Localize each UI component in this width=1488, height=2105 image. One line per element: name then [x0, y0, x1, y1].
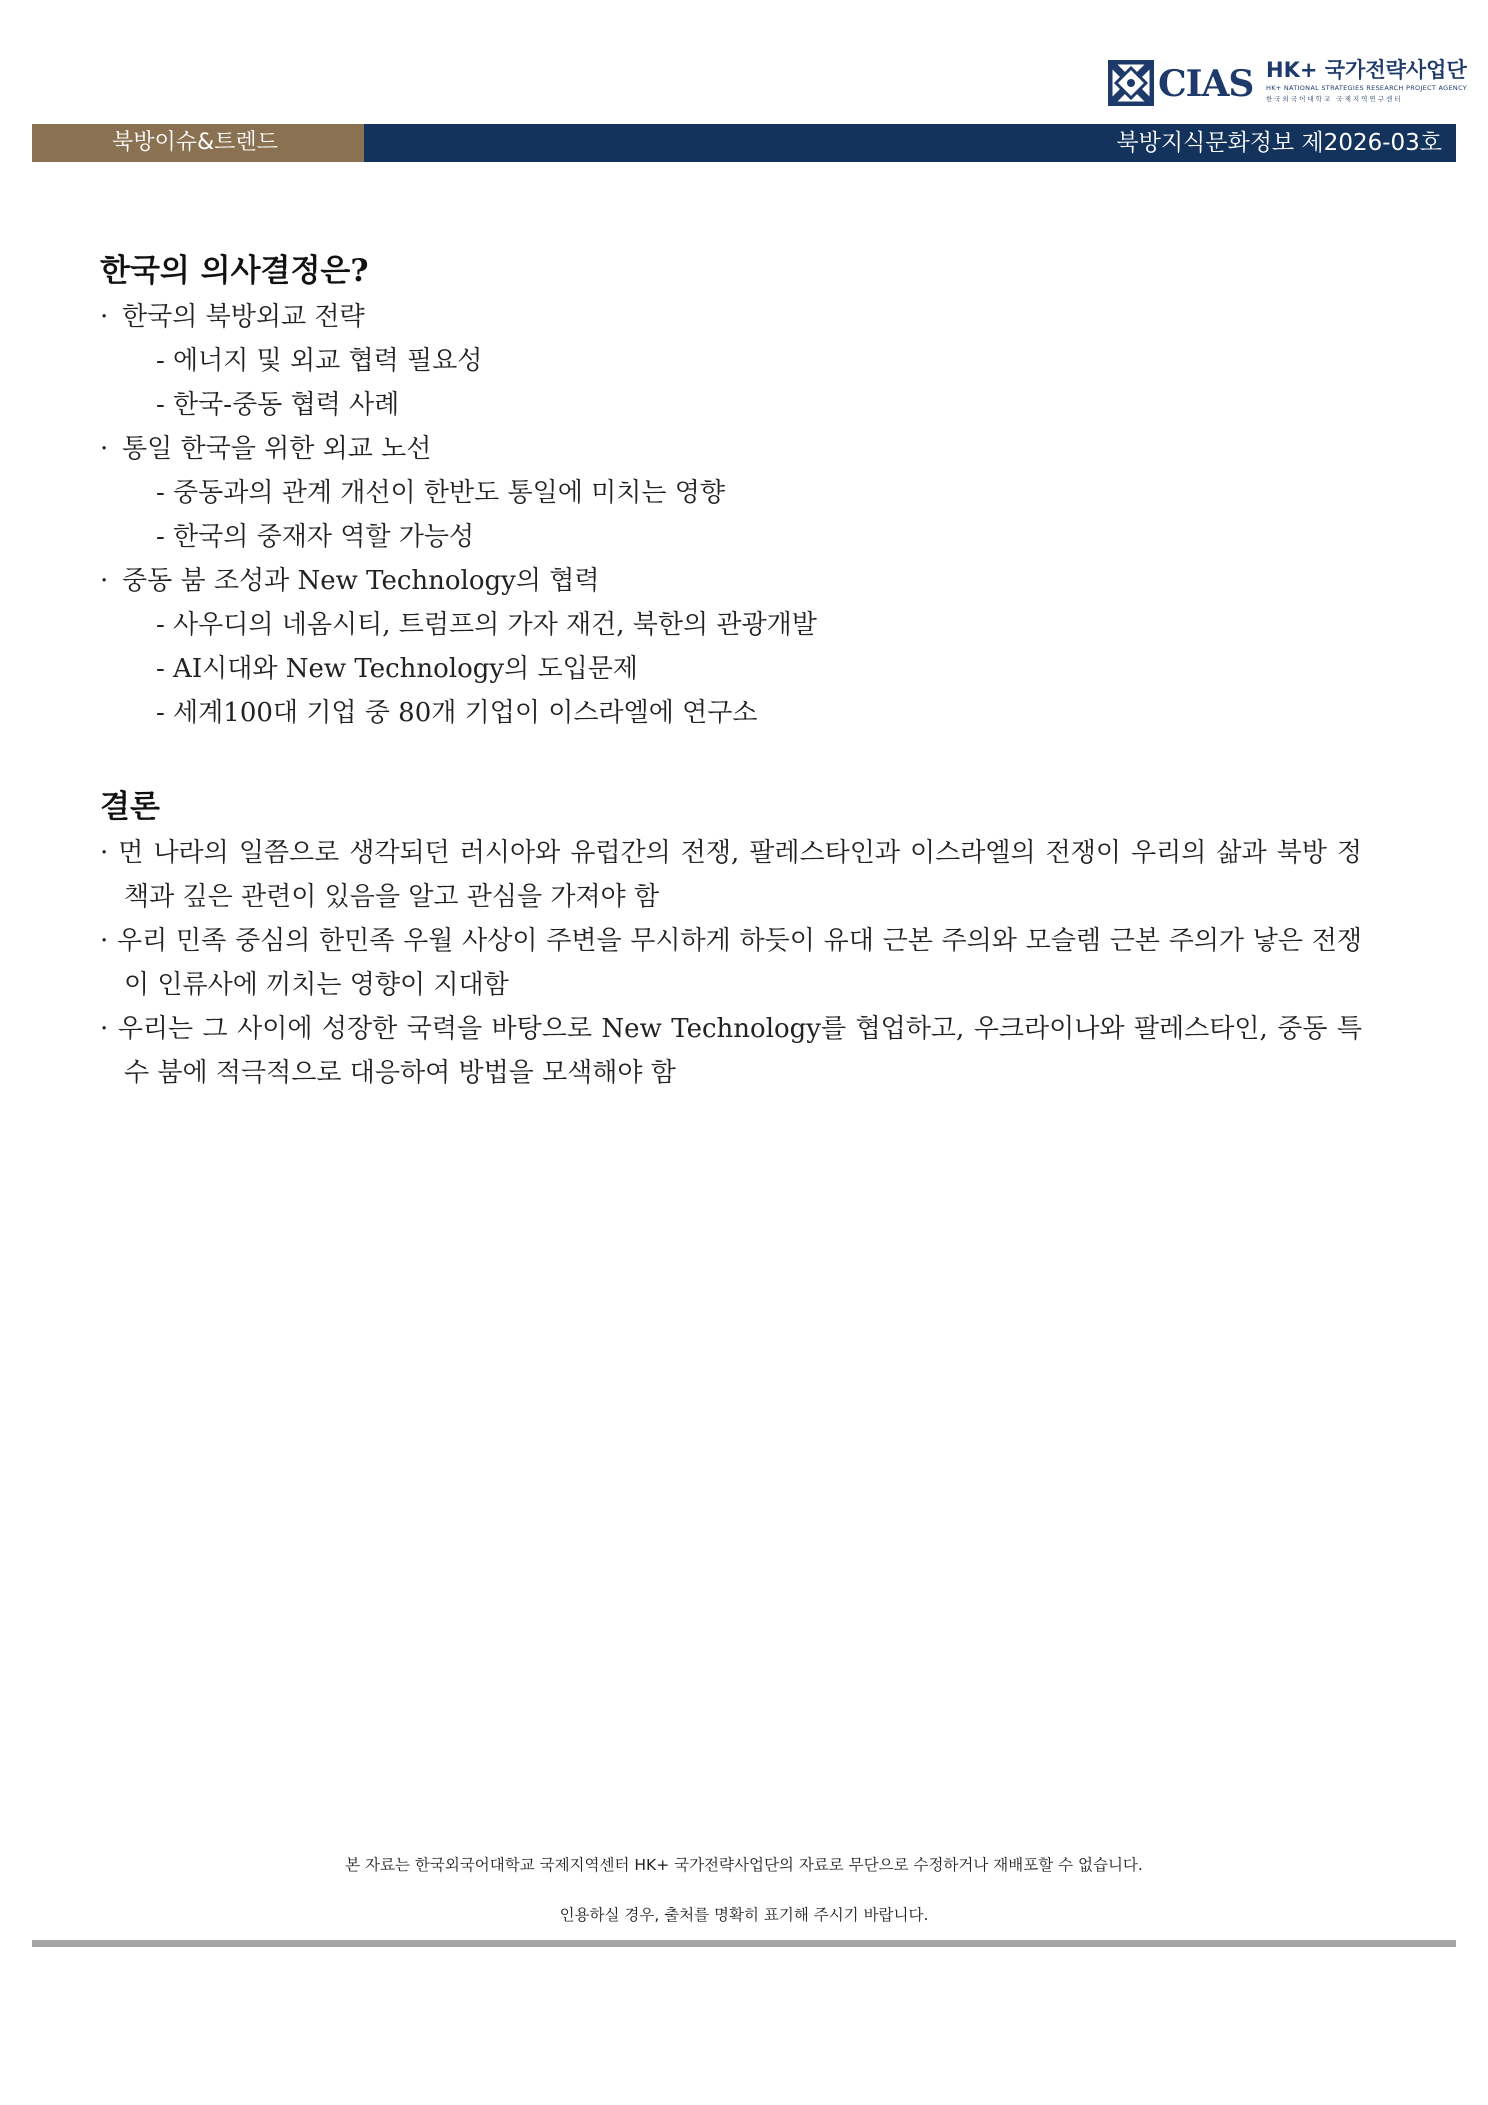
bullet-text: 중동 붐 조성과 New Technology의 협력: [122, 566, 600, 596]
bullet-text: 한국의 북방외교 전략: [122, 302, 365, 332]
bullet-dot: ·: [100, 302, 109, 332]
bullet-dot: ·: [100, 566, 109, 596]
conclusion-text: 우리 민족 중심의 한민족 우월 사상이 주변을 무시하게 하듯이 유대 근본 주의와 모슬렘 근본 주의가 낳은 전쟁이 인류사에 끼치는 영향이 지대함: [117, 926, 1363, 1000]
conclusion-paragraph: · 먼 나라의 일쯤으로 생각되던 러시아와 유럽간의 전쟁, 팔레스타인과 이스라엘의 전쟁이 우리의 삶과 북방 정책과 깊은 관련이 있음을 알고 관심을 가져야 함: [100, 838, 1363, 912]
sub-item: - 세계100대 기업 중 80개 기업이 이스라엘에 연구소: [156, 698, 758, 728]
conclusion-paragraph: · 우리는 그 사이에 성장한 국력을 바탕으로 New Technology를 협업하고, 우크라이나와 팔레스타인, 중동 특수 붐에 적극적으로 대응하여 방법을 모색해야 함: [100, 1014, 1363, 1088]
logo-wordmark: CIAS: [1158, 63, 1254, 105]
bullet-item: [100, 295, 1362, 339]
header-banner: [32, 124, 1456, 162]
section-gap: [100, 735, 1362, 783]
logo-subtitle-en: HK+ NATIONAL STRATEGIES RESEARCH PROJECT AGENCY: [1266, 84, 1468, 92]
bullet-item: [100, 559, 1362, 603]
section-label: 북방이슈&트렌드: [112, 130, 278, 155]
logo-subtitle-kr: 한국외국어대학교 국제지역연구센터: [1266, 95, 1403, 103]
sub-item: - 한국의 중재자 역할 가능성: [156, 522, 475, 552]
footer-copyright: 본 자료는 한국외국어대학교 국제지역센터 HK+ 국가전략사업단의 자료로 무단으로 수정하거나 재배포할 수 없습니다.: [345, 1856, 1143, 1874]
sub-item: - 사우디의 네옴시티, 트럼프의 가자 재건, 북한의 관광개발: [156, 610, 817, 640]
cias-emblem-icon: [1108, 60, 1154, 106]
footer-citation-note: 인용하실 경우, 출처를 명확히 표기해 주시기 바랍니다.: [559, 1906, 929, 1924]
sub-item: - 중동과의 관계 개선이 한반도 통일에 미치는 영향: [156, 478, 725, 508]
main-content: [100, 247, 1362, 1095]
conclusion-text: 먼 나라의 일쯤으로 생각되던 러시아와 유럽간의 전쟁, 팔레스타인과 이스라엘의 전쟁이 우리의 삶과 북방 정책과 깊은 관련이 있음을 알고 관심을 가져야 함: [118, 838, 1363, 912]
section-label-block: [32, 124, 364, 162]
sub-item: - 한국-중동 협력 사례: [156, 390, 400, 420]
section-heading: 결론: [100, 789, 160, 825]
issue-label: 북방지식문화정보 제2026-03호: [1116, 130, 1442, 156]
logo-org-name: HK+ 국가전략사업단: [1266, 58, 1467, 82]
sub-item: - 에너지 및 외교 협력 필요성: [156, 346, 483, 376]
bullet-dot: ·: [100, 434, 109, 464]
conclusion-paragraph: · 우리 민족 중심의 한민족 우월 사상이 주변을 무시하게 하듯이 유대 근본 주의와 모슬렘 근본 주의가 낳은 전쟁이 인류사에 끼치는 영향이 지대함: [100, 926, 1363, 1000]
section-heading: 한국의 의사결정은?: [100, 253, 369, 289]
footer-rule: [32, 1940, 1456, 1947]
bullet-item: [100, 427, 1362, 471]
conclusion-text: 우리는 그 사이에 성장한 국력을 바탕으로 New Technology를 협업하고, 우크라이나와 팔레스타인, 중동 특수 붐에 적극적으로 대응하여 방법을 모색해야 함: [117, 1014, 1363, 1088]
cias-logo: [1108, 58, 1468, 106]
bullet-text: 통일 한국을 위한 외교 노선: [122, 434, 432, 464]
sub-item: - AI시대와 New Technology의 도입문제: [156, 654, 638, 684]
